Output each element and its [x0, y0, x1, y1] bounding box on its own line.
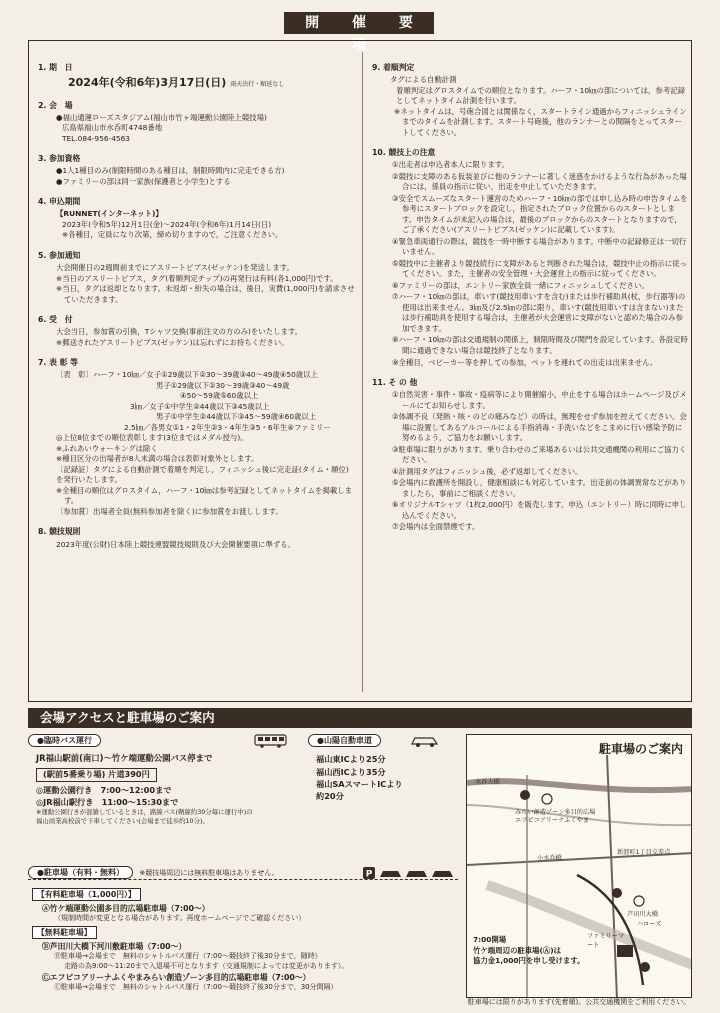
bus-schedule: ◎運動公園行き 7:00～12:00まで	[36, 784, 172, 795]
text-line: 2.5㎞／各男女①1・2年生②3・4年生③5・6年生④ファミリー	[124, 422, 331, 432]
bus-note: ※運動公園行きが混雑しているときは，路線バス(鞆線約30分毎に運行中)の	[36, 808, 253, 817]
text-line: 3㎞／女子①中学生②44歳以下③45歳以上	[130, 401, 270, 411]
section-heading: 6. 受 付	[38, 315, 73, 325]
section-heading: 3. 参加資格	[38, 154, 81, 164]
text-line: 約20分	[316, 791, 344, 802]
parking-cars-icon	[362, 866, 454, 880]
list-item: ⑦会場内は全面禁煙です。	[392, 522, 480, 532]
list-item: ③安全でスムーズなスタート運営のためハーフ・10㎞の部では申し込み時の申告タイムを参考にスタートブロックを設定し，指定されたブロック位置からのスタートとします。申告タイムが未記入の場合は，最後のブロックからのスタートとなりますので，ご了承ください(アスリートビブス(ゼッケン)に記載しています)。	[392, 193, 688, 235]
expressway-times	[308, 753, 458, 802]
section-race-cautions	[372, 147, 688, 368]
column-divider	[362, 52, 363, 692]
section-venue	[38, 100, 356, 145]
section-date	[38, 62, 356, 91]
bus-note: 福山商業高校前で下車してください(会場まで徒歩約10分)。	[36, 817, 209, 826]
section-heading: 7. 表 彰 等	[38, 358, 78, 368]
list-item: ③駐車場に限りがあります。乗り合わせのご来場あるいは公共交通機関の利用にご協力ください。	[392, 444, 687, 465]
text-line: ※ネットタイムは，号砲合図とは関係なく，スタートライン通過からフィニッシュラインまでのタイムを計測します。スタート号砲後，他のランナーとの間隔をとってスタートしてください。	[394, 106, 687, 137]
text-line: 大会開催日の2週間前までにアスリートビブス(ゼッケン)を発送します。	[56, 263, 294, 273]
event-date-text: 2024年(令和6年)3月17日(日)	[68, 76, 227, 90]
list-item: ⑥オリジナルTシャツ（1枚2,000円）を販売します。申込（エントリー）時に同時に申し込んでください。	[392, 500, 687, 520]
list-item: ⑦ハーフ・10㎞の部は，車いす(競技用車いすを含む)または歩行補助具(杖，歩行器等)の使用は出来ません。3㎞及び2.5㎞の部に限り，車いす(競技用車いすは含まない)または歩行補助具を使用する場合は，主催者が大会運営に支障がないと認めた場合のみ参加できます。	[392, 292, 686, 333]
list-item: ⑨全種目，ベビーカー等を押しての参加，ペットを連れての出走は出来ません。	[392, 357, 658, 367]
right-column	[372, 62, 688, 542]
section-heading: 11. そ の 他	[372, 378, 418, 388]
text-line: ※種目区分の出場者が8人未満の場合は表彰対象外とします。	[56, 454, 259, 464]
svg-text:P: P	[365, 869, 373, 880]
section-heading: 10. 競技上の注意	[372, 148, 436, 158]
section-entry-period	[38, 196, 356, 241]
venue-phone: TEL.084-956-4563	[62, 133, 131, 143]
bus-fare: (駅前5番乗り場) 片道390円	[36, 768, 157, 782]
map-label: 小水呑橋	[537, 855, 562, 862]
caution-list	[372, 160, 688, 368]
event-date	[38, 75, 356, 91]
list-item: ①出走者は申込者本人に限ります。	[392, 160, 509, 170]
list-item: ②体調不良（発熱・咳・のどの痛みなど）の時は，無理をせず参加を控えてください。会場に設置してあるアルコールによる手指消毒・手洗いなどをこまめに行い感染予防に努めるよう，ご協力をお願いします。	[392, 412, 687, 443]
text-line: Ⓑ芦田川大橋下河川敷駐車場（7:00～）	[42, 942, 187, 952]
bus-route: JR福山駅前(南口)～竹ケ端運動公園バス停まで	[36, 753, 213, 764]
text-line: ※当日，タグは返却となります。未返却・紛失の場合は，後日，実費(1,000円)を請求させていただきます。	[56, 284, 355, 304]
section-heading: 1. 期 日	[38, 63, 73, 72]
text-line: 〔表 彰〕ハーフ・10㎞／女子①29歳以下②30～39歳③40～49歳④50歳以上	[56, 370, 318, 380]
expressway-heading: ●山陽自動車道	[308, 734, 381, 747]
access-heading: 会場アクセスと駐車場のご案内	[28, 708, 692, 728]
other-list	[372, 390, 688, 533]
parking-details	[32, 886, 458, 993]
text-line: ●1人1種目のみ(制限時間のある種目は，制限時間内に完走できる方)	[56, 166, 285, 176]
left-column	[38, 62, 356, 559]
section-heading: 4. 申込期間	[38, 197, 81, 207]
section-awards	[38, 357, 356, 517]
section-notice	[38, 250, 356, 305]
list-item: ⑤会場内に救護所を開設し，健康相談にも対応しています。出走前の体調異常などがありましたら，事前にご相談ください。	[392, 478, 687, 498]
list-item: ⑥ファミリーの部は，エントリー家族全員一緒にフィニッシュしてください。	[392, 280, 649, 290]
text-line: 福山東ICより25分	[316, 754, 386, 765]
bus-schedule: ◎JR福山駅行き 11:00～15:30まで	[36, 796, 179, 807]
map-footer: 駐車場には限りがあります(先着順)。公共交通機関をご利用ください。	[467, 998, 691, 1006]
parking-heading-row	[28, 866, 458, 880]
map-label: ファミリーマート	[587, 933, 625, 949]
section-rules	[38, 526, 356, 550]
list-item: ①自然災害・事件・事故・疫病等により開催縮小，中止をする場合はホームページ及びメールにてお知らせします。	[392, 390, 687, 410]
bus-info	[28, 734, 298, 826]
text-line: 男子①中学生②44歳以下③45～59歳④60歳以上	[156, 412, 317, 422]
map-caption	[473, 935, 584, 967]
text-line: ※各種目，定員になり次第，締め切りますので，ご注意ください。	[62, 230, 283, 240]
map-label: エフピコアリーナふくやま	[515, 817, 590, 824]
section-heading: 2. 会 場	[38, 100, 73, 110]
venue-name: ●福山通運ローズスタジアム(福山市竹ヶ端運動公園陸上競技場)	[56, 112, 267, 122]
text-line: ※当日のアスリートビブス，タグ(着順判定チップ)の再発行は有料(各1,000円)です。	[56, 273, 338, 283]
parking-map	[466, 734, 692, 998]
text-line: Ⓐ竹ケ端運動公園多目的広場駐車場（7:00～）	[42, 904, 210, 914]
event-date-note: 雨天決行・順延なし	[230, 81, 285, 89]
text-line: ④50～59歳⑤60歳以上	[180, 391, 259, 401]
text-line: 走路の為9:00～11:20まで入退場不可となります（交通規制によっては変更があります）。	[64, 962, 349, 971]
parking-note: ※競技場周辺には無料駐車場はありません。	[139, 869, 279, 877]
text-line: 7:00開場	[473, 935, 507, 944]
list-item: ②競技に支障のある仮装並びに他のランナーに著しく迷惑をかけるような行為があった場合には，係員の指示に従い，出走を中止していただきます。	[392, 171, 687, 192]
text-line: 福山SAスマートICより	[316, 778, 403, 789]
map-label: 芦田川大橋	[627, 911, 658, 918]
text-line: 2023年(令和5年)12月1日(金)～2024年(令和6年)1月14日(日)	[62, 219, 272, 229]
map-title: 駐車場のご案内	[598, 742, 683, 756]
list-item: ⑧ハーフ・10㎞の部は交通規制の関係上，制限時間及び関門を設定しています。各設定時間に通過できない場合は競技終了となります。	[392, 335, 688, 355]
section-reception	[38, 314, 356, 348]
section-eligibility	[38, 153, 356, 187]
map-label: ハローズ	[637, 921, 662, 928]
section-heading: 5. 参加通知	[38, 250, 81, 260]
list-item: ⑤競技中に主催者より競技続行に支障があると判断された場合は，競技中止の指示に従ってください。また，主催者の安全管理・大会運営上の指示に従ってください。	[392, 258, 687, 279]
text-line: 協力金1,000円を申し受けます。	[473, 956, 585, 966]
text-line: 福山西ICより35分	[316, 766, 386, 777]
text-line: Ⓒエフピコアリーナふくやまみらい創造ゾーン多目的広場駐車場（7:00～）	[42, 973, 311, 983]
section-heading: 9. 着順判定	[372, 63, 415, 72]
text-line: 〔記録証〕タグによる自動計測で着順を判定し，フィニッシュ後に完走証(タイム・順位)を発行いたします。	[56, 464, 349, 485]
bus-heading: ●臨時バス運行	[28, 734, 101, 747]
text-line: 竹ケ端周辺の駐車場(Ⓐ)は	[473, 945, 562, 955]
list-item: ④緊急車両通行の際は，競技を一時中断する場合があります。中断中の記録修正は一切行いません。	[392, 236, 687, 257]
venue-address: 広島県福山市水呑町4748番地	[62, 123, 163, 133]
text-line: 男子①29歳以下②30～39歳③40～49歳	[156, 380, 290, 390]
text-line: ◎上位8位までの順位表彰します(3位まではメダル授与)。	[56, 433, 248, 443]
map-label: みらい創造ゾーン多目的広場	[515, 809, 596, 816]
paid-parking-heading: 【有料駐車場（1,000円）】	[32, 888, 141, 901]
map-label: 新涯町1丁目交差点	[617, 849, 671, 856]
section-finish-judgement	[372, 62, 688, 138]
text-line: 大会当日，参加賞の引換，Tシャツ交換(事前注文の方のみ)をいたします。	[56, 327, 303, 337]
text-line: タグによる自動計測	[390, 75, 457, 85]
text-line: ●ファミリーの部は同一家族(保護者と小学生)とする	[56, 176, 231, 186]
text-line: 2023年度(公財)日本陸上競技連盟競技規則及び大会開催要項に準ずる。	[56, 539, 295, 549]
expressway-info	[308, 734, 458, 803]
text-line: ※郵送されたアスリートビブス(ゼッケン)は忘れずにお持ちください。	[56, 337, 289, 347]
parking-heading: ●駐車場（有料・無料）	[28, 866, 133, 879]
page-title: 開 催 要 項	[284, 12, 434, 34]
section-heading: 8. 競技規則	[38, 527, 81, 537]
text-line: 【RUNNET(インターネット)】	[56, 209, 163, 219]
event-guide-page	[14, 12, 706, 1006]
text-line: （規制時間が変更となる場合があります。再度ホームページでご確認ください）	[54, 914, 306, 923]
free-parking-heading: 【無料駐車場】	[32, 926, 97, 939]
text-line: ※ふれあいウォーキングは除く	[56, 443, 158, 453]
list-item: ④計測用タグはフィニッシュ後，必ず返却してください。	[392, 466, 583, 476]
text-line: 〔参加賞〕出場者全員(無料参加者を除く)に参加賞をお渡しします。	[56, 506, 283, 516]
section-other	[372, 377, 688, 533]
text-line: 着順判定はグロスタイムでの順位となります。ハーフ・10㎞の部については，参考記録としてネットタイム計測を行います。	[396, 85, 685, 106]
map-label: 水呑大橋	[475, 779, 500, 786]
text-line: Ⓑ駐車場→会場まで 無料のシャトルバス運行（7:00～競技終了後30分まで，随時）	[54, 952, 322, 961]
car-icon	[410, 734, 440, 748]
text-line: ※全種目の順位はグロスタイム，ハーフ・10㎞は参考記録としてネットタイムを掲載します。	[56, 485, 353, 506]
text-line: Ⓒ駐車場→会場まで 無料のシャトルバス運行（7:00～競技終了後30分まで，30分間隔）	[54, 983, 338, 992]
bus-icon	[254, 734, 288, 748]
